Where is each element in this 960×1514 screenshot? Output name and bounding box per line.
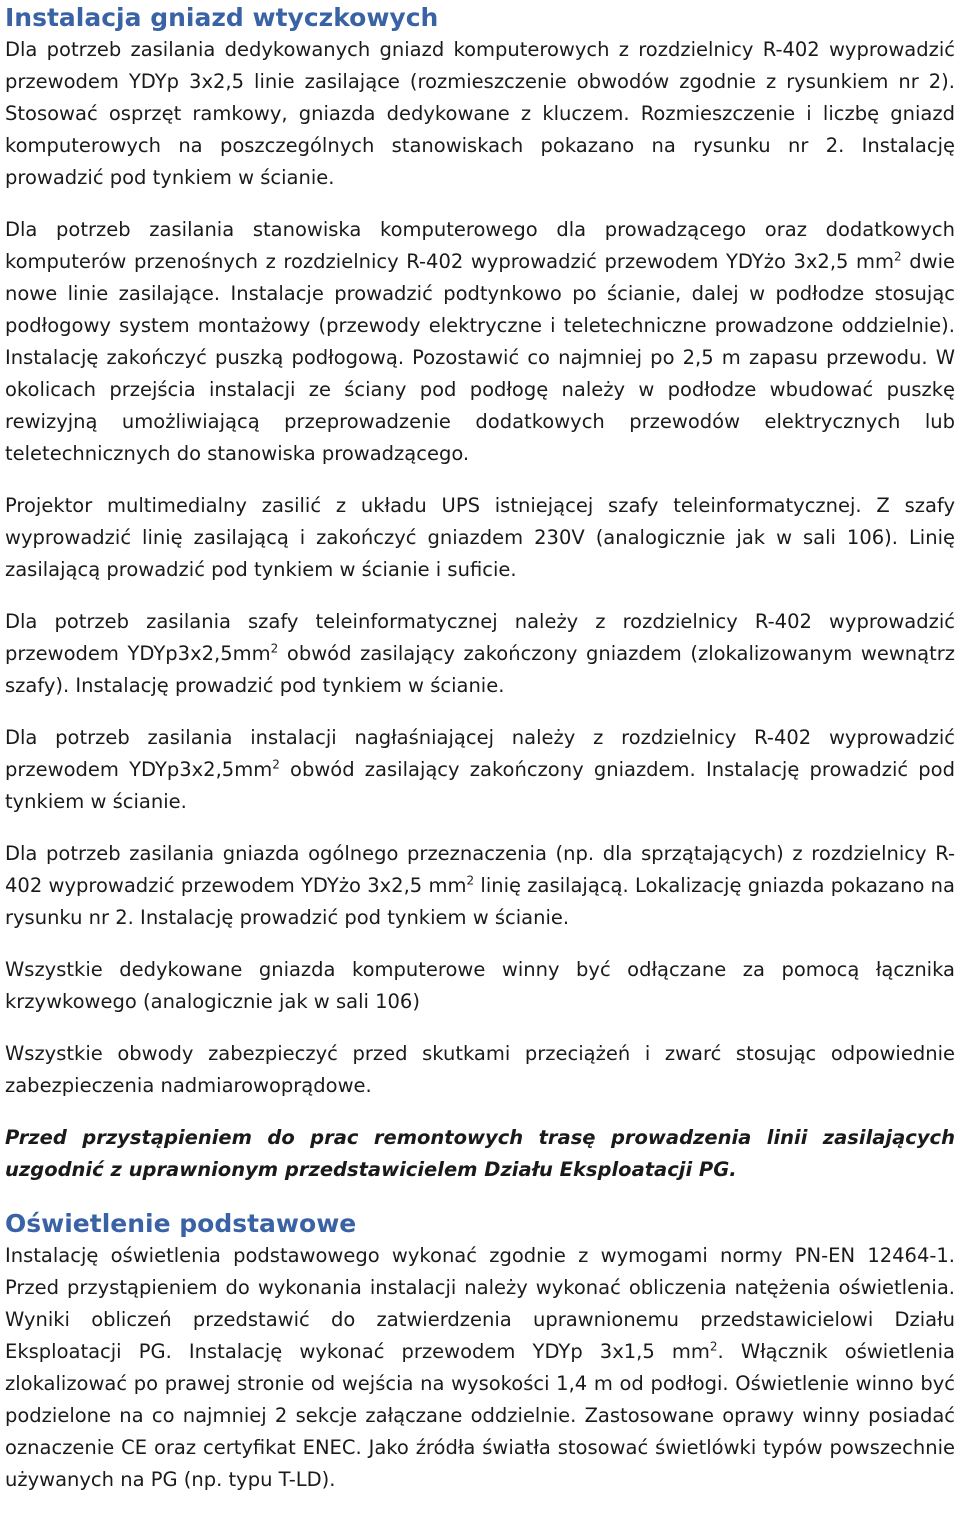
paragraph-sound-system	[5, 722, 955, 818]
paragraph-general-socket	[5, 838, 955, 934]
paragraph-it-cabinet	[5, 606, 955, 702]
text-segment: Dla potrzeb zasilania gniazda ogólnego przeznaczenia (np. dla sprzątających) z rozdzielnicy R-402 wyprowadzić przewodem YDYżo 3x2,5 mm	[5, 842, 955, 897]
important-note: Przed przystąpieniem do prac remontowych trasę prowadzenia linii zasilających uzgodnić z uprawnionym przedstawicielem Działu Eksploatacji PG.	[5, 1126, 955, 1181]
paragraph-projector: Projektor multimedialny zasilić z układu UPS istniejącej szafy teleinformatycznej. Z szafy wyprowadzić linię zasilającą i zakończyć gniazdem 230V (analogicznie jak w sali 106). Linię zasilającą prowadzić pod tynkiem w ścianie i suficie.	[5, 494, 955, 581]
text-segment: Dla potrzeb zasilania szafy teleinformatycznej należy z rozdzielnicy R-402 wyprowadzić przewodem YDYp3x2,5mm	[5, 610, 955, 665]
superscript: 2	[270, 641, 279, 656]
text-segment: linię zasilającą. Lokalizację gniazda pokazano na rysunku nr 2. Instalację prowadzić pod tynkiem w ścianie.	[5, 874, 955, 929]
text-segment: . Włącznik oświetlenia zlokalizować po prawej stronie od wejścia na wysokości 1,4 m od podłogi. Oświetlenie winno być podzielone na co najmniej 2 sekcje załączane oddzielnie. Zastosowane oprawy winny posiadać oznaczenie CE oraz certyfikat ENEC. Jako źródła światła stosować świetlówki typów powszechnie używanych na PG (np. typu T-LD).	[5, 1340, 956, 1491]
text-segment: obwód zasilający zakończony gniazdem (zlokalizowanym wewnątrz szafy). Instalację prowadzić pod tynkiem w ścianie.	[5, 642, 955, 697]
paragraph-protection: Wszystkie obwody zabezpieczyć przed skutkami przeciążeń i zwarć stosując odpowiednie zabezpieczenia nadmiarowoprądowe.	[5, 1042, 955, 1097]
superscript: 2	[709, 1339, 718, 1354]
paragraph-lecturer-station	[5, 214, 955, 470]
paragraph-cam-switch: Wszystkie dedykowane gniazda komputerowe winny być odłączane za pomocą łącznika krzywkowego (analogicznie jak w sali 106)	[5, 958, 955, 1013]
section-heading-lighting: Oświetlenie podstawowe	[5, 1209, 357, 1238]
text-segment: Instalację oświetlenia podstawowego wykonać zgodnie z wymogami normy PN-EN 12464-1. Przed przystąpieniem do wykonania instalacji należy wykonać obliczenia natężenia oświetlenia. Wyniki obliczeń przedstawić do zatwierdzenia uprawnionemu przedstawicielowi Działu Eksploatacji PG. Instalację wykonać przewodem YDYp 3x1,5 mm	[5, 1244, 955, 1363]
text-segment: obwód zasilający zakończony gniazdem. Instalację prowadzić pod tynkiem w ścianie.	[5, 758, 955, 813]
paragraph-dedicated-sockets: Dla potrzeb zasilania dedykowanych gniazd komputerowych z rozdzielnicy R-402 wyprowadzić przewodem YDYp 3x2,5 linie zasilające (rozmieszczenie obwodów zgodnie z rysunkiem nr 2). Stosować osprzęt ramkowy, gniazda dedykowane z kluczem. Rozmieszczenie i liczbę gniazd komputerowych na poszczególnych stanowiskach pokazano na rysunku nr 2. Instalację prowadzić pod tynkiem w ścianie.	[5, 38, 955, 189]
text-segment: Dla potrzeb zasilania stanowiska komputerowego dla prowadzącego oraz dodatkowych komputerów przenośnych z rozdzielnicy R-402 wyprowadzić przewodem YDYżo 3x2,5 mm	[5, 218, 955, 273]
text-segment: Dla potrzeb zasilania instalacji nagłaśniającej należy z rozdzielnicy R-402 wyprowadzić przewodem YDYp3x2,5mm	[5, 726, 955, 781]
superscript: 2	[894, 249, 902, 264]
document-page	[0, 2, 960, 1496]
text-segment: dwie nowe linie zasilające. Instalacje prowadzić podtynkowo po ścianie, dalej w podłodze stosując podłogowy system montażowy (przewody elektryczne i teletechniczne prowadzone oddzielnie). Instalację zakończyć puszką podłogową. Pozostawić co najmniej po 2,5 m zapasu przewodu. W okolicach przejścia instalacji ze ściany pod podłogę należy w podłodze wbudować puszkę rewizyjną umożliwiającą przeprowadzenie dodatkowych przewodów elektrycznych lub teletechnicznych do stanowiska prowadzącego.	[5, 250, 955, 465]
superscript: 2	[272, 757, 280, 772]
section-heading-sockets: Instalacja gniazd wtyczkowych	[5, 3, 439, 32]
paragraph-lighting	[5, 1240, 955, 1496]
superscript: 2	[466, 873, 475, 888]
